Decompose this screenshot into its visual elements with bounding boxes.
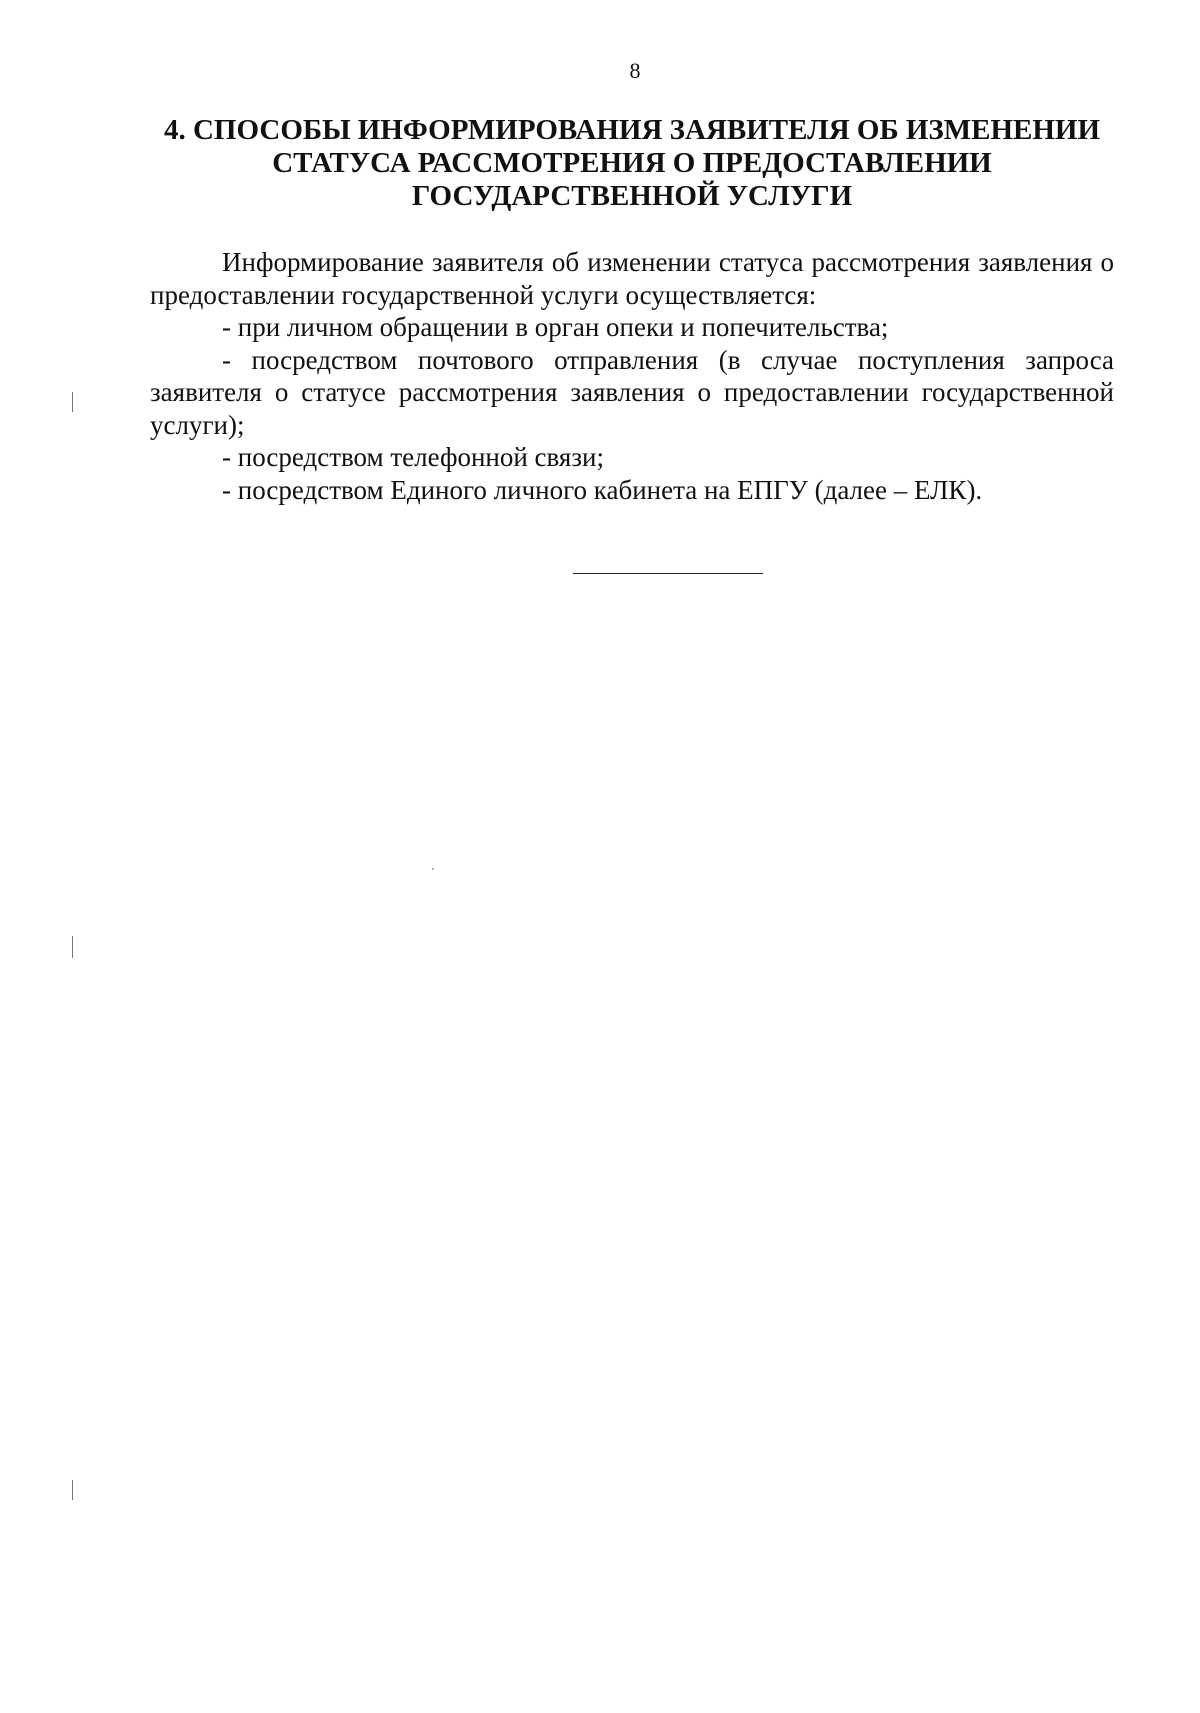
list-item: - посредством телефонной связи; [222,442,604,472]
scan-mark [72,936,73,958]
list-item: - посредством Единого личного кабинета на ЕПГУ (далее – ЕЛК). [222,474,983,505]
scan-dot [432,868,434,870]
scan-mark [72,392,73,412]
section-heading-line: СТАТУСА РАССМОТРЕНИЯ О ПРЕДОСТАВЛЕНИИ [272,147,992,179]
section-heading [150,114,1114,213]
scan-mark [72,1480,73,1500]
section-heading-line: ГОСУДАРСТВЕННОЙ УСЛУГИ [411,180,853,212]
closing-rule [573,573,763,574]
list-item: - при личном обращении в орган опеки и попечительства; [222,312,889,342]
page-number: 8 [629,58,641,83]
body-text [150,246,1114,506]
intro-paragraph: Информирование заявителя об изменении статуса рассмотрения заявления о предоставлении государственной услуги осуществляется: [150,247,1114,310]
section-heading-line: 4. СПОСОБЫ ИНФОРМИРОВАНИЯ ЗАЯВИТЕЛЯ ОБ ИЗМЕНЕНИИ [163,114,1101,146]
list-item: - посредством почтового отправления (в случае поступления запроса заявителя о статусе рассмотрения заявления о предоставлении государственной услуги); [150,344,1114,440]
